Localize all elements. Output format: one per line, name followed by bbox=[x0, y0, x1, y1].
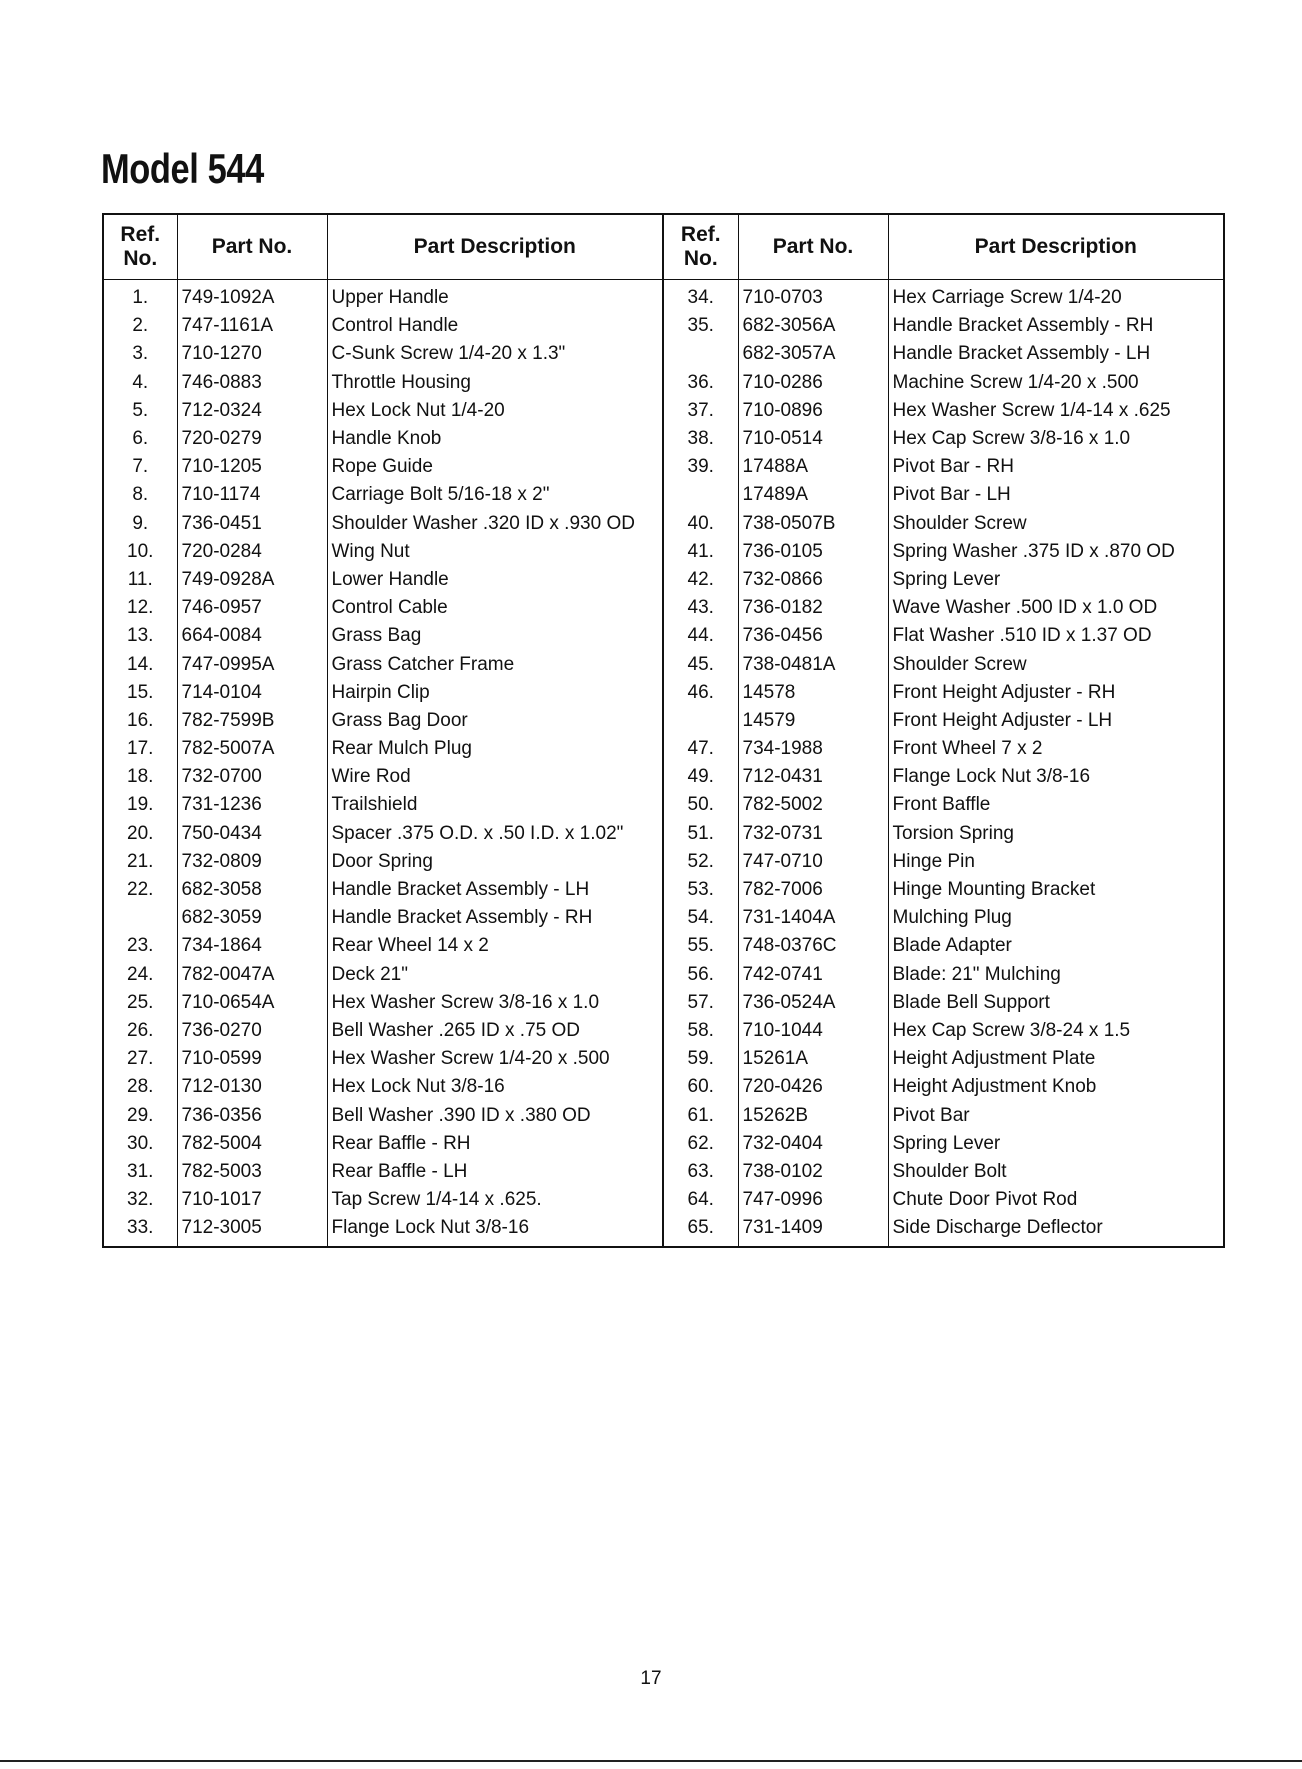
ref-no-cell: 11. bbox=[127, 568, 153, 590]
ref-no-cell: 54. bbox=[663, 904, 738, 932]
part-description-cell: Handle Bracket Assembly - RH bbox=[327, 904, 663, 932]
part-no-cell: 720-0279 bbox=[177, 425, 327, 453]
ref-no-cell: 20. bbox=[127, 822, 154, 844]
part-description-cell: Spacer .375 O.D. x .50 I.D. x 1.02" bbox=[327, 820, 663, 848]
table-row bbox=[103, 791, 1224, 819]
part-description-cell: Hex Washer Screw 1/4-14 x .625 bbox=[888, 397, 1224, 425]
ref-no-cell: 55. bbox=[663, 932, 738, 960]
ref-no-cell: 35. bbox=[663, 312, 738, 340]
ref-no-cell bbox=[103, 904, 177, 932]
ref-no-cell: 8. bbox=[132, 484, 149, 506]
ref-no-cell: 27. bbox=[127, 1048, 154, 1070]
ref-no-cell: 29. bbox=[127, 1104, 154, 1126]
part-description-cell: Wing Nut bbox=[327, 538, 663, 566]
header-part-description: Part Description bbox=[327, 214, 663, 280]
ref-no-cell: 50. bbox=[663, 791, 738, 819]
ref-no-cell: 18. bbox=[127, 766, 154, 788]
part-description-cell: Rope Guide bbox=[327, 453, 663, 481]
part-no-cell: 720-0426 bbox=[738, 1073, 888, 1101]
part-no-cell: 732-0866 bbox=[738, 566, 888, 594]
part-no-cell: 710-1017 bbox=[177, 1186, 327, 1214]
part-no-cell: 736-0270 bbox=[177, 1017, 327, 1045]
table-row bbox=[103, 510, 1224, 538]
ref-no-cell: 53. bbox=[663, 876, 738, 904]
part-no-cell: 738-0481A bbox=[738, 650, 888, 678]
table-row bbox=[103, 340, 1224, 368]
part-description-cell: Hex Lock Nut 1/4-20 bbox=[327, 397, 663, 425]
header-ref-no bbox=[103, 214, 177, 280]
part-description-cell: Side Discharge Deflector bbox=[888, 1214, 1224, 1247]
ref-no-cell: 38. bbox=[663, 425, 738, 453]
part-description-cell: Bell Washer .265 ID x .75 OD bbox=[327, 1017, 663, 1045]
part-description-cell: Handle Knob bbox=[327, 425, 663, 453]
ref-no-cell: 32. bbox=[127, 1189, 154, 1211]
part-description-cell: Pivot Bar bbox=[888, 1101, 1224, 1129]
part-description-cell: Bell Washer .390 ID x .380 OD bbox=[327, 1101, 663, 1129]
part-description-cell: Grass Bag Door bbox=[327, 707, 663, 735]
part-no-cell: 734-1988 bbox=[738, 735, 888, 763]
table-row bbox=[103, 1045, 1224, 1073]
ref-no-cell: 12. bbox=[127, 597, 154, 619]
part-description-cell: Front Height Adjuster - LH bbox=[888, 707, 1224, 735]
part-no-cell: 732-0404 bbox=[738, 1130, 888, 1158]
part-description-cell: Mulching Plug bbox=[888, 904, 1224, 932]
part-no-cell: 710-0703 bbox=[738, 280, 888, 313]
ref-no-cell: 41. bbox=[663, 538, 738, 566]
ref-no-cell: 58. bbox=[663, 1017, 738, 1045]
ref-no-cell: 52. bbox=[663, 848, 738, 876]
ref-no-cell: 45. bbox=[663, 650, 738, 678]
ref-no-cell: 47. bbox=[663, 735, 738, 763]
ref-no-cell: 4. bbox=[132, 371, 149, 393]
table-row bbox=[103, 650, 1224, 678]
part-description-cell: Spring Lever bbox=[888, 1130, 1224, 1158]
part-no-cell: 17489A bbox=[738, 481, 888, 509]
part-no-cell: 782-0047A bbox=[177, 961, 327, 989]
ref-no-cell: 64. bbox=[663, 1186, 738, 1214]
table-row bbox=[103, 679, 1224, 707]
part-description-cell: Height Adjustment Knob bbox=[888, 1073, 1224, 1101]
part-description-cell: Hairpin Clip bbox=[327, 679, 663, 707]
part-no-cell: 732-0700 bbox=[177, 763, 327, 791]
part-no-cell: 682-3059 bbox=[177, 904, 327, 932]
part-description-cell: Rear Baffle - RH bbox=[327, 1130, 663, 1158]
table-row bbox=[103, 763, 1224, 791]
part-no-cell: 746-0883 bbox=[177, 369, 327, 397]
ref-no-cell: 43. bbox=[663, 594, 738, 622]
table-row bbox=[103, 1017, 1224, 1045]
ref-no-cell: 57. bbox=[663, 989, 738, 1017]
part-no-cell: 736-0451 bbox=[177, 510, 327, 538]
ref-no-cell: 51. bbox=[663, 820, 738, 848]
part-no-cell: 731-1404A bbox=[738, 904, 888, 932]
ref-no-cell: 34. bbox=[663, 280, 738, 313]
ref-no-cell: 24. bbox=[127, 963, 154, 985]
part-no-cell: 710-0654A bbox=[177, 989, 327, 1017]
part-description-cell: Wire Rod bbox=[327, 763, 663, 791]
part-description-cell: Hex Washer Screw 3/8-16 x 1.0 bbox=[327, 989, 663, 1017]
part-no-cell: 736-0456 bbox=[738, 622, 888, 650]
table-row bbox=[103, 961, 1224, 989]
part-description-cell: Shoulder Screw bbox=[888, 510, 1224, 538]
table-row bbox=[103, 707, 1224, 735]
ref-no-cell bbox=[663, 707, 738, 735]
part-description-cell: Tap Screw 1/4-14 x .625. bbox=[327, 1186, 663, 1214]
ref-no-cell: 59. bbox=[663, 1045, 738, 1073]
part-description-cell: Chute Door Pivot Rod bbox=[888, 1186, 1224, 1214]
table-row bbox=[103, 1073, 1224, 1101]
table-row bbox=[103, 369, 1224, 397]
part-description-cell: Rear Wheel 14 x 2 bbox=[327, 932, 663, 960]
part-no-cell: 710-1174 bbox=[177, 481, 327, 509]
part-description-cell: Shoulder Washer .320 ID x .930 OD bbox=[327, 510, 663, 538]
part-no-cell: 682-3056A bbox=[738, 312, 888, 340]
part-no-cell: 712-0130 bbox=[177, 1073, 327, 1101]
part-description-cell: Front Baffle bbox=[888, 791, 1224, 819]
part-no-cell: 682-3058 bbox=[177, 876, 327, 904]
part-description-cell: Trailshield bbox=[327, 791, 663, 819]
part-description-cell: Hinge Mounting Bracket bbox=[888, 876, 1224, 904]
part-no-cell: 710-1205 bbox=[177, 453, 327, 481]
ref-no-cell: 5. bbox=[132, 399, 149, 421]
part-no-cell: 747-0995A bbox=[177, 650, 327, 678]
ref-no-cell: 9. bbox=[132, 512, 149, 534]
table-row bbox=[103, 904, 1224, 932]
part-description-cell: Lower Handle bbox=[327, 566, 663, 594]
part-no-cell: 712-3005 bbox=[177, 1214, 327, 1247]
part-description-cell: Flange Lock Nut 3/8-16 bbox=[888, 763, 1224, 791]
part-no-cell: 15262B bbox=[738, 1101, 888, 1129]
ref-no-cell: 40. bbox=[663, 510, 738, 538]
ref-no-cell: 17. bbox=[127, 738, 154, 760]
ref-no-cell: 63. bbox=[663, 1158, 738, 1186]
table-row bbox=[103, 397, 1224, 425]
ref-no-cell: 42. bbox=[663, 566, 738, 594]
header-ref-line1: Ref. bbox=[120, 223, 161, 246]
ref-no-cell: 61. bbox=[663, 1101, 738, 1129]
ref-no-cell: 2. bbox=[132, 315, 149, 337]
part-no-cell: 746-0957 bbox=[177, 594, 327, 622]
part-no-cell: 710-0514 bbox=[738, 425, 888, 453]
part-no-cell: 736-0524A bbox=[738, 989, 888, 1017]
part-description-cell: Hex Lock Nut 3/8-16 bbox=[327, 1073, 663, 1101]
table-row bbox=[103, 538, 1224, 566]
table-row bbox=[103, 989, 1224, 1017]
ref-no-cell: 26. bbox=[127, 1019, 154, 1041]
part-no-cell: 682-3057A bbox=[738, 340, 888, 368]
part-no-cell: 738-0507B bbox=[738, 510, 888, 538]
table-row bbox=[103, 735, 1224, 763]
table-row bbox=[103, 820, 1224, 848]
ref-no-cell: 33. bbox=[127, 1217, 154, 1239]
part-description-cell: Upper Handle bbox=[327, 280, 663, 313]
part-description-cell: Pivot Bar - LH bbox=[888, 481, 1224, 509]
part-no-cell: 750-0434 bbox=[177, 820, 327, 848]
part-description-cell: Hex Cap Screw 3/8-24 x 1.5 bbox=[888, 1017, 1224, 1045]
part-description-cell: Rear Mulch Plug bbox=[327, 735, 663, 763]
ref-no-cell: 49. bbox=[663, 763, 738, 791]
part-no-cell: 664-0084 bbox=[177, 622, 327, 650]
part-no-cell: 782-7599B bbox=[177, 707, 327, 735]
part-description-cell: Front Height Adjuster - RH bbox=[888, 679, 1224, 707]
part-description-cell: Torsion Spring bbox=[888, 820, 1224, 848]
table-row bbox=[103, 425, 1224, 453]
part-description-cell: Rear Baffle - LH bbox=[327, 1158, 663, 1186]
table-row bbox=[103, 932, 1224, 960]
header-part-no-right: Part No. bbox=[738, 214, 888, 280]
ref-no-cell: 13. bbox=[127, 625, 154, 647]
ref-no-cell: 65. bbox=[663, 1214, 738, 1247]
ref-no-cell bbox=[663, 340, 738, 368]
ref-no-cell: 14. bbox=[127, 653, 154, 675]
part-description-cell: Spring Washer .375 ID x .870 OD bbox=[888, 538, 1224, 566]
part-description-cell: Hinge Pin bbox=[888, 848, 1224, 876]
part-no-cell: 732-0809 bbox=[177, 848, 327, 876]
part-no-cell: 712-0431 bbox=[738, 763, 888, 791]
ref-no-cell: 6. bbox=[132, 428, 149, 450]
table-row bbox=[103, 312, 1224, 340]
header-ref-no-right bbox=[663, 214, 738, 280]
ref-no-cell: 10. bbox=[127, 540, 154, 562]
table-row bbox=[103, 594, 1224, 622]
part-no-cell: 736-0182 bbox=[738, 594, 888, 622]
part-no-cell: 710-0286 bbox=[738, 369, 888, 397]
header-ref-line1: Ref. bbox=[680, 223, 721, 246]
part-no-cell: 748-0376C bbox=[738, 932, 888, 960]
table-row bbox=[103, 280, 1224, 313]
part-no-cell: 712-0324 bbox=[177, 397, 327, 425]
part-description-cell: Flat Washer .510 ID x 1.37 OD bbox=[888, 622, 1224, 650]
part-description-cell: Blade: 21" Mulching bbox=[888, 961, 1224, 989]
part-no-cell: 714-0104 bbox=[177, 679, 327, 707]
ref-no-cell: 21. bbox=[127, 850, 154, 872]
part-no-cell: 731-1409 bbox=[738, 1214, 888, 1247]
ref-no-cell: 1. bbox=[132, 287, 149, 309]
part-description-cell: Machine Screw 1/4-20 x .500 bbox=[888, 369, 1224, 397]
ref-no-cell: 16. bbox=[127, 709, 154, 731]
ref-no-cell: 39. bbox=[663, 453, 738, 481]
part-no-cell: 710-1044 bbox=[738, 1017, 888, 1045]
table-row bbox=[103, 453, 1224, 481]
ref-no-cell: 46. bbox=[663, 679, 738, 707]
part-no-cell: 710-1270 bbox=[177, 340, 327, 368]
part-no-cell: 747-1161A bbox=[177, 312, 327, 340]
part-description-cell: Control Handle bbox=[327, 312, 663, 340]
table-row bbox=[103, 622, 1224, 650]
part-no-cell: 14578 bbox=[738, 679, 888, 707]
ref-no-cell: 28. bbox=[127, 1076, 154, 1098]
part-no-cell: 747-0710 bbox=[738, 848, 888, 876]
table-row bbox=[103, 1130, 1224, 1158]
header-ref-line2: No. bbox=[683, 247, 718, 270]
part-description-cell: Blade Bell Support bbox=[888, 989, 1224, 1017]
table-row bbox=[103, 1101, 1224, 1129]
table-row bbox=[103, 481, 1224, 509]
part-description-cell: Handle Bracket Assembly - LH bbox=[888, 340, 1224, 368]
part-no-cell: 782-5007A bbox=[177, 735, 327, 763]
part-description-cell: Height Adjustment Plate bbox=[888, 1045, 1224, 1073]
table-body bbox=[103, 280, 1224, 1248]
part-description-cell: Spring Lever bbox=[888, 566, 1224, 594]
ref-no-cell: 60. bbox=[663, 1073, 738, 1101]
part-description-cell: Front Wheel 7 x 2 bbox=[888, 735, 1224, 763]
part-description-cell: Grass Catcher Frame bbox=[327, 650, 663, 678]
part-no-cell: 782-5004 bbox=[177, 1130, 327, 1158]
part-no-cell: 749-0928A bbox=[177, 566, 327, 594]
header-ref-line2: No. bbox=[123, 247, 158, 270]
page-title: Model 544 bbox=[101, 145, 264, 192]
part-no-cell: 782-7006 bbox=[738, 876, 888, 904]
table-row bbox=[103, 1214, 1224, 1247]
table-row bbox=[103, 848, 1224, 876]
bottom-rule bbox=[0, 1760, 1302, 1762]
ref-no-cell: 7. bbox=[132, 456, 149, 478]
parts-table bbox=[102, 213, 1225, 1248]
table-row bbox=[103, 876, 1224, 904]
ref-no-cell: 56. bbox=[663, 961, 738, 989]
part-no-cell: 731-1236 bbox=[177, 791, 327, 819]
page-number: 17 bbox=[640, 1668, 662, 1689]
part-no-cell: 782-5003 bbox=[177, 1158, 327, 1186]
part-no-cell: 736-0356 bbox=[177, 1101, 327, 1129]
part-no-cell: 710-0599 bbox=[177, 1045, 327, 1073]
part-description-cell: Handle Bracket Assembly - LH bbox=[327, 876, 663, 904]
ref-no-cell bbox=[663, 481, 738, 509]
part-description-cell: Carriage Bolt 5/16-18 x 2" bbox=[327, 481, 663, 509]
ref-no-cell: 22. bbox=[127, 879, 154, 901]
part-description-cell: Grass Bag bbox=[327, 622, 663, 650]
part-no-cell: 749-1092A bbox=[177, 280, 327, 313]
part-description-cell: C-Sunk Screw 1/4-20 x 1.3" bbox=[327, 340, 663, 368]
part-description-cell: Hex Carriage Screw 1/4-20 bbox=[888, 280, 1224, 313]
ref-no-cell: 23. bbox=[127, 935, 154, 957]
part-description-cell: Pivot Bar - RH bbox=[888, 453, 1224, 481]
part-description-cell: Deck 21" bbox=[327, 961, 663, 989]
ref-no-cell: 37. bbox=[663, 397, 738, 425]
part-no-cell: 742-0741 bbox=[738, 961, 888, 989]
part-no-cell: 738-0102 bbox=[738, 1158, 888, 1186]
part-description-cell: Wave Washer .500 ID x 1.0 OD bbox=[888, 594, 1224, 622]
table-row bbox=[103, 566, 1224, 594]
ref-no-cell: 3. bbox=[132, 343, 149, 365]
part-no-cell: 17488A bbox=[738, 453, 888, 481]
ref-no-cell: 30. bbox=[127, 1132, 154, 1154]
part-no-cell: 15261A bbox=[738, 1045, 888, 1073]
table-row bbox=[103, 1186, 1224, 1214]
part-no-cell: 736-0105 bbox=[738, 538, 888, 566]
part-description-cell: Door Spring bbox=[327, 848, 663, 876]
ref-no-cell: 44. bbox=[663, 622, 738, 650]
part-description-cell: Hex Cap Screw 3/8-16 x 1.0 bbox=[888, 425, 1224, 453]
part-description-cell: Handle Bracket Assembly - RH bbox=[888, 312, 1224, 340]
part-description-cell: Shoulder Screw bbox=[888, 650, 1224, 678]
part-description-cell: Control Cable bbox=[327, 594, 663, 622]
table-header bbox=[103, 214, 1224, 280]
part-no-cell: 710-0896 bbox=[738, 397, 888, 425]
part-description-cell: Blade Adapter bbox=[888, 932, 1224, 960]
ref-no-cell: 25. bbox=[127, 991, 154, 1013]
part-no-cell: 747-0996 bbox=[738, 1186, 888, 1214]
part-no-cell: 732-0731 bbox=[738, 820, 888, 848]
header-row bbox=[103, 214, 1224, 280]
part-description-cell: Throttle Housing bbox=[327, 369, 663, 397]
ref-no-cell: 62. bbox=[663, 1130, 738, 1158]
part-no-cell: 14579 bbox=[738, 707, 888, 735]
table-row bbox=[103, 1158, 1224, 1186]
ref-no-cell: 36. bbox=[663, 369, 738, 397]
part-no-cell: 720-0284 bbox=[177, 538, 327, 566]
part-no-cell: 734-1864 bbox=[177, 932, 327, 960]
header-part-description-right: Part Description bbox=[888, 214, 1224, 280]
ref-no-cell: 15. bbox=[127, 681, 154, 703]
part-description-cell: Shoulder Bolt bbox=[888, 1158, 1224, 1186]
part-description-cell: Hex Washer Screw 1/4-20 x .500 bbox=[327, 1045, 663, 1073]
part-no-cell: 782-5002 bbox=[738, 791, 888, 819]
header-part-no: Part No. bbox=[177, 214, 327, 280]
ref-no-cell: 19. bbox=[127, 794, 154, 816]
ref-no-cell: 31. bbox=[127, 1160, 154, 1182]
part-description-cell: Flange Lock Nut 3/8-16 bbox=[327, 1214, 663, 1247]
